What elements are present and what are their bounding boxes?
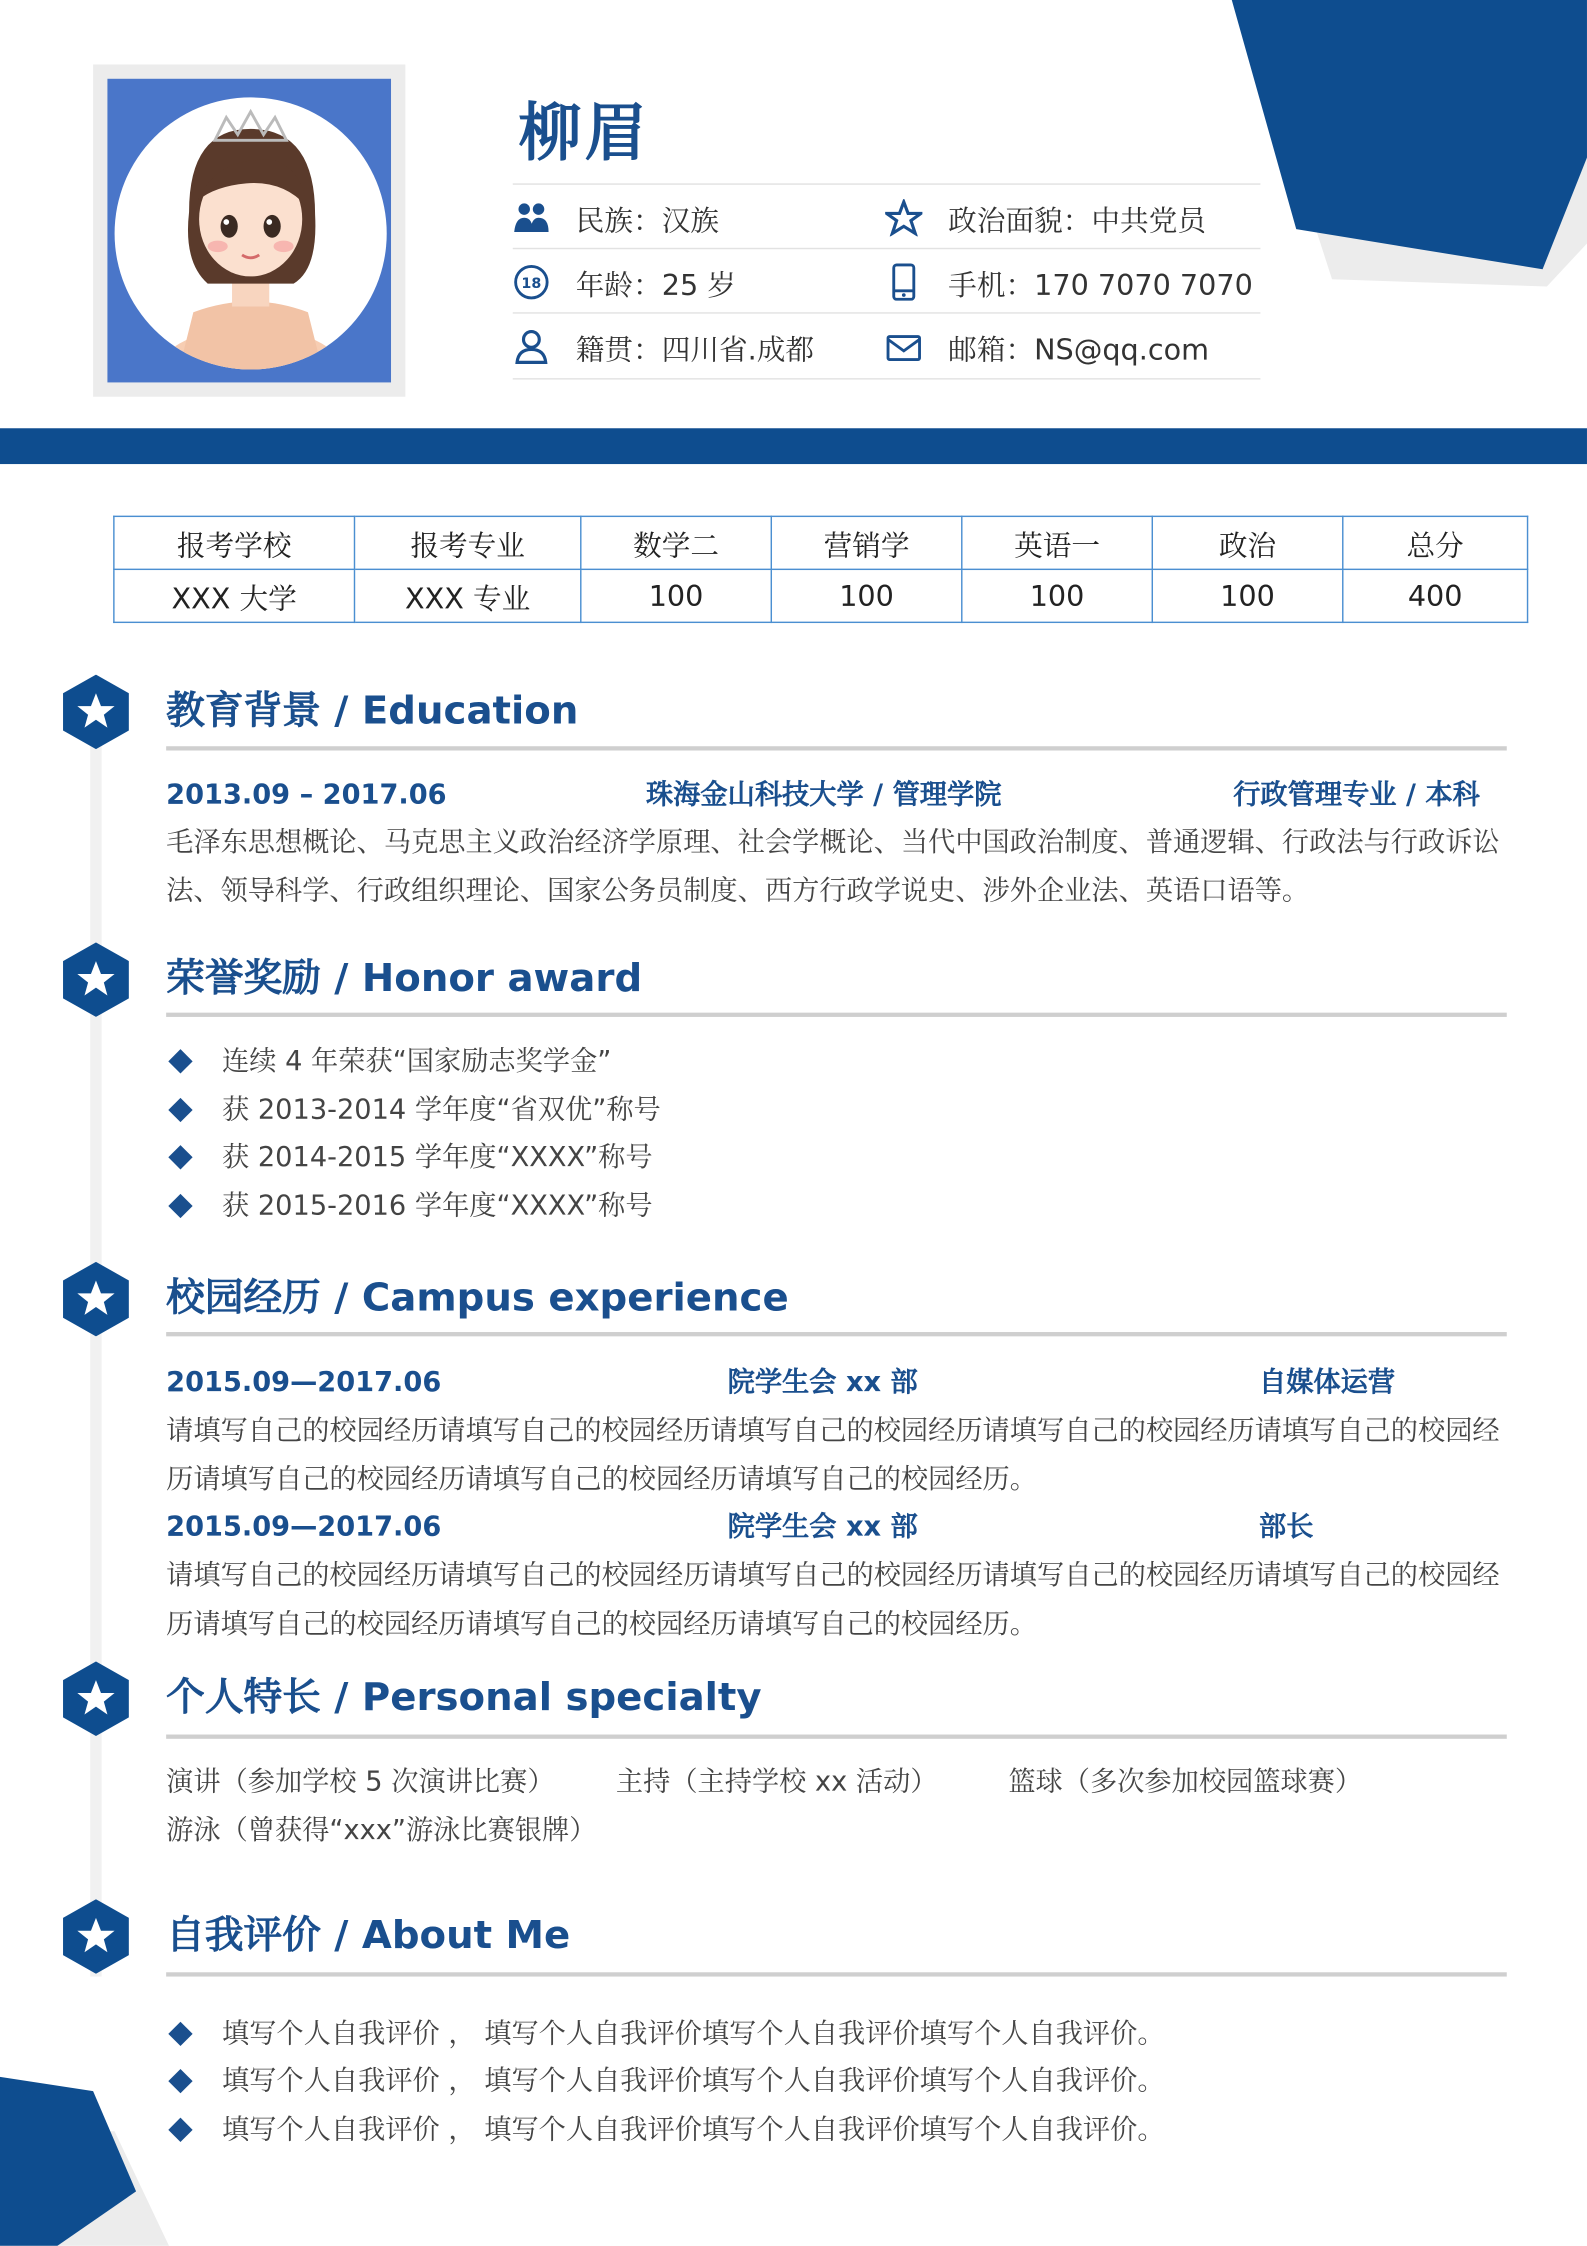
candidate-name: 柳眉 <box>518 97 651 171</box>
specialty-item: 演讲（参加学校 5 次演讲比赛） <box>166 1766 555 1798</box>
campus-role: 自媒体运营 <box>1258 1366 1396 1398</box>
info-ethnicity <box>513 196 719 239</box>
specialty-item: 主持（主持学校 xx 活动） <box>615 1766 938 1798</box>
section-title-specialty: 个人特长 / Personal specialty <box>166 1675 762 1721</box>
table-cell: 100 <box>1152 569 1342 622</box>
age-18-icon <box>513 264 550 301</box>
section-title-honors: 荣誉奖励 / Honor award <box>166 956 643 1002</box>
phone-text: 手机：170 7070 7070 <box>948 267 1253 302</box>
ethnicity-text: 民族：汉族 <box>575 202 720 238</box>
section-title-campus: 校园经历 / Campus experience <box>166 1276 789 1321</box>
table-header-cell: 政治 <box>1152 516 1342 569</box>
specialty-item: 篮球（多次参加校园篮球赛） <box>1008 1766 1363 1798</box>
table-cell: 400 <box>1343 569 1528 622</box>
info-divider <box>513 183 1261 184</box>
campus-description: 请填写自己的校园经历请填写自己的校园经历请填写自己的校园经历请填写自己的校园经历请填写自己的校园经历请填写自己的校园经历请填写自己的校园经历请填写自己的校园经历。 <box>166 1415 1500 1496</box>
person-icon <box>513 328 550 365</box>
campus-org: 院学生会 xx 部 <box>727 1511 918 1543</box>
honor-item: 获 2014-2015 学年度“XXXX”称号 <box>222 1141 653 1174</box>
table-cell: XXX 专业 <box>354 569 580 622</box>
table-cell: 100 <box>771 569 961 622</box>
info-political <box>885 196 1206 239</box>
education-period: 2013.09 – 2017.06 <box>166 779 447 811</box>
hometown-text: 籍贯：四川省.成都 <box>575 331 815 366</box>
info-hometown <box>513 325 814 368</box>
avatar-illustration <box>115 97 387 369</box>
honor-item: 连续 4 年荣获“国家励志奖学金” <box>222 1045 612 1078</box>
mail-icon <box>885 328 922 365</box>
education-courses: 毛泽东思想概论、马克思主义政治经济学原理、社会学概论、当代中国政治制度、普通逻辑、行政法与行政诉讼法、领导科学、行政组织理论、国家公务员制度、西方行政学说史、涉外企业法、英语口语等。 <box>166 826 1500 907</box>
table-header-cell: 总分 <box>1343 516 1528 569</box>
campus-period: 2015.09—2017.06 <box>166 1511 442 1543</box>
honor-item: 获 2015-2016 学年度“XXXX”称号 <box>222 1190 653 1222</box>
campus-description: 请填写自己的校园经历请填写自己的校园经历请填写自己的校园经历请填写自己的校园经历请填写自己的校园经历请填写自己的校园经历请填写自己的校园经历请填写自己的校园经历。 <box>166 1559 1500 1640</box>
section-divider <box>166 1013 1507 1017</box>
section-divider <box>166 746 1507 750</box>
star-hexagon-icon <box>63 942 129 1016</box>
star-hexagon-icon <box>63 1262 129 1336</box>
about-item: 填写个人自我评价 ， 填写个人自我评价填写个人自我评价填写个人自我评价。 <box>222 2018 1165 2050</box>
table-header-cell: 报考学校 <box>114 516 355 569</box>
age-text: 年龄：25 岁 <box>575 267 736 302</box>
table-row <box>114 569 1528 622</box>
campus-period: 2015.09—2017.06 <box>166 1366 442 1398</box>
people-icon <box>513 199 550 236</box>
star-hexagon-icon <box>63 1899 129 1973</box>
score-table <box>113 516 1528 623</box>
section-title-about: 自我评价 / About Me <box>166 1913 571 1958</box>
header-band <box>0 428 1587 464</box>
specialty-item: 游泳（曾获得“xxx”游泳比赛银牌） <box>166 1814 597 1847</box>
table-header-cell: 数学二 <box>581 516 771 569</box>
info-phone <box>885 261 1253 304</box>
svg-text:18: 18 <box>521 275 542 292</box>
section-divider <box>166 1735 1507 1739</box>
section-title-education: 教育背景 / Education <box>166 688 579 734</box>
info-age <box>513 261 736 304</box>
info-divider <box>513 248 1261 249</box>
about-item: 填写个人自我评价 ， 填写个人自我评价填写个人自我评价填写个人自我评价。 <box>222 2065 1165 2097</box>
political-text: 政治面貌：中共党员 <box>948 202 1206 238</box>
avatar <box>115 97 387 369</box>
education-school: 珠海金山科技大学 / 管理学院 <box>645 779 1002 811</box>
honor-item: 获 2013-2014 学年度“省双优”称号 <box>222 1094 661 1126</box>
table-cell: XXX 大学 <box>114 569 355 622</box>
table-header-cell: 报考专业 <box>354 516 580 569</box>
table-header-cell: 营销学 <box>771 516 961 569</box>
info-divider <box>513 378 1261 379</box>
info-email <box>885 325 1209 368</box>
campus-role: 部长 <box>1258 1511 1314 1543</box>
education-major: 行政管理专业 / 本科 <box>1233 779 1480 811</box>
table-header-cell: 英语一 <box>962 516 1152 569</box>
table-cell: 100 <box>962 569 1152 622</box>
info-divider <box>513 312 1261 313</box>
campus-org: 院学生会 xx 部 <box>727 1366 918 1398</box>
about-item: 填写个人自我评价 ， 填写个人自我评价填写个人自我评价填写个人自我评价。 <box>222 2114 1165 2146</box>
star-icon <box>885 199 922 236</box>
section-divider <box>166 1332 1507 1336</box>
table-cell: 100 <box>581 569 771 622</box>
phone-icon <box>885 264 922 301</box>
star-hexagon-icon <box>63 675 129 749</box>
star-hexagon-icon <box>63 1661 129 1735</box>
table-header-row <box>114 516 1528 569</box>
section-divider <box>166 1972 1507 1976</box>
email-text: 邮箱：NS@qq.com <box>948 331 1210 366</box>
